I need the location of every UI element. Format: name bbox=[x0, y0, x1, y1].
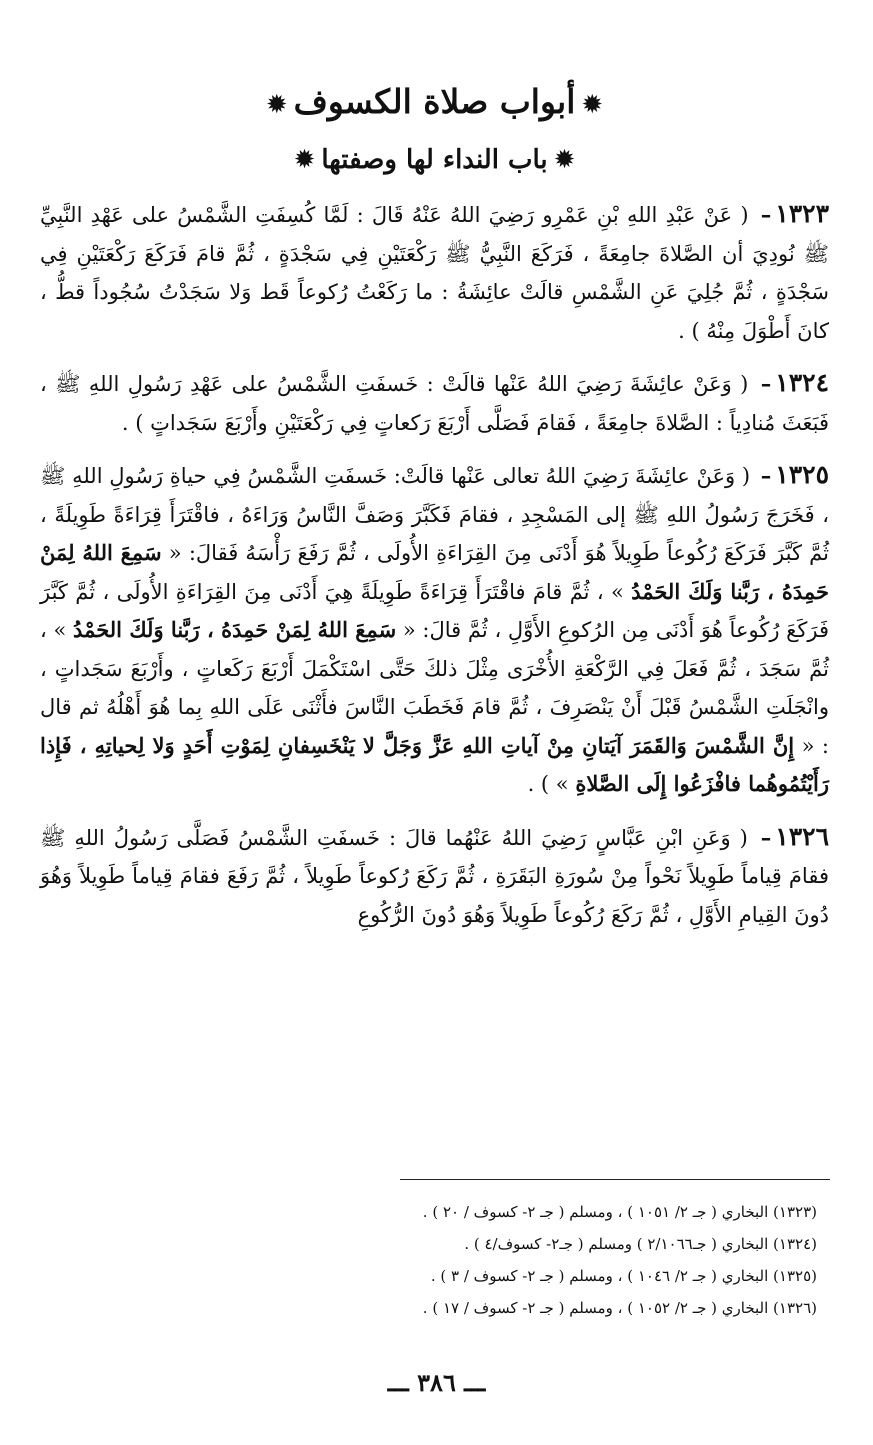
hadith-number: ١٣٢٦ bbox=[775, 821, 829, 851]
hadith-quote-bold: إِنَّ الشَّمْسَ وَالقَمَرَ آيَتانِ مِنْ آياتِ اللهِ عَزَّ وَجَلَّ لا يَنْخَسِفانِ لِمَوْتِ أَحَدٍ وَلا لِحياتِهِ ، فَإِذا رَأَيْتُمُوهُما فافْزَعُوا إِلَى الصَّلاةِ bbox=[40, 732, 829, 796]
hadith-quote-bold: سَمِعَ اللهُ لِمَنْ حَمِدَهُ ، رَبَّنا وَلَكَ الحَمْدُ bbox=[73, 617, 397, 642]
hadith-text: ( وَعَنْ عائِشَةَ رَضِيَ اللهُ عَنْها قالَتْ : خَسفَتِ الشَّمْسُ على عَهْدِ رَسُولِ اللهِ ﷺ ، فَبَعَثَ مُنادِياً : الصَّلاةَ جامِعَةً ، فَقامَ فَصَلَّى أَرْبَعَ رَكعاتٍ فِي رَكْعَتَيْنِ وأَرْبَعَ سَجَداتٍ ) . bbox=[40, 372, 829, 435]
section-title bbox=[40, 139, 829, 181]
hadith-1324 bbox=[40, 364, 829, 442]
hadith-text-part: » ، ثُمَّ قامَ فاقْتَرَأَ قِرَاءَةً طَوِيلَةً هِيَ أَدْنَى مِنَ القِرَاءَةِ الأُولَى ، ثُمَّ كَبَّرَ فَرَكَعَ رُكُوعاً هُوَ أَدْنَى مِن الرُكوعِ الأَوَّلِ ، ثُمَّ قالَ: « bbox=[40, 579, 829, 642]
hadith-text-part: » ) . bbox=[527, 772, 576, 796]
footnote-item: (١٣٢٤) البخاري ( جـ٢/١٠٦٦ ) ومسلم ( جـ٢- كسوف/٤ ) . bbox=[464, 1235, 817, 1253]
hadith-dash: – bbox=[760, 824, 772, 850]
hadith-1323 bbox=[40, 195, 829, 350]
hadith-number: ١٣٢٤ bbox=[775, 368, 829, 397]
hadith-text-part: ( وَعَنْ عائِشَةَ رَضِيَ اللهُ تعالى عَنْها قالَتْ: خَسفَتِ الشَّمْسُ فِي حياةِ رَسُولِ اللهِ ﷺ ، فَخَرَجَ رَسُولُ اللهِ ﷺ إلى المَسْجِدِ ، فقامَ فَكَبَّرَ وَصَفَّ النَّاسُ وَرَاءَهُ ، فاقْتَرَأَ قِرَاءَةً طَوِيلَةً ، ثُمَّ كَبَّرَ فَرَكَعَ رُكُوعاً طَوِيلاً هُوَ أَدْنَى مِنَ القِرَاءَةِ الأُولَى ، ثُمَّ رَفَعَ رَأْسَهُ فَقالَ: « bbox=[40, 464, 829, 565]
footnote-divider bbox=[400, 1179, 830, 1180]
star-ornament-icon: ✹ bbox=[293, 145, 316, 175]
hadith-number: ١٣٢٣ bbox=[775, 199, 829, 228]
hadith-1325 bbox=[40, 456, 829, 804]
hadith-number: ١٣٢٥ bbox=[775, 460, 829, 489]
hadith-dash: – bbox=[760, 463, 772, 488]
section-title-text: باب النداء لها وصفتها bbox=[321, 145, 548, 175]
footnote-item: (١٣٢٦) البخاري ( جـ ٢/ ١٠٥٢ ) ، ومسلم ( جـ ٢- كسوف / ١٧ ) . bbox=[422, 1299, 817, 1317]
footnote-item: (١٣٢٣) البخاري ( جـ ٢/ ١٠٥١ ) ، ومسلم ( جـ ٢- كسوف / ٢٠ ) . bbox=[422, 1203, 817, 1221]
hadith-quote-bold: سَمِعَ اللهُ لِمَنْ حَمِدَهُ ، رَبَّنا وَلَكَ الحَمْدُ bbox=[40, 540, 829, 604]
star-ornament-icon: ✹ bbox=[581, 90, 604, 120]
page-number: ـــ ٣٨٦ ـــ bbox=[387, 1368, 486, 1397]
chapter-title bbox=[40, 78, 829, 129]
footnotes bbox=[217, 1196, 817, 1324]
footnote-item: (١٣٢٥) البخاري ( جـ ٢/ ١٠٤٦ ) ، ومسلم ( جـ ٢- كسوف / ٣ ) . bbox=[430, 1267, 817, 1285]
hadith-text: ( وَعَنِ ابْنِ عَبَّاسٍ رَضِيَ اللهُ عَنْهُما قالَ : خَسفَتِ الشَّمْسُ فَصَلَّى رَسُولُ اللهِ ﷺ فقامَ قِياماً طَوِيلاً نَحْواً مِنْ سُورَةِ البَقَرَةِ ، ثُمَّ رَكَعَ رُكوعاً طَوِيلاً ، ثُمَّ رَفَعَ فقامَ قِياماً طَوِيلاً وَهُوَ دُونَ القِيامِ الأَوَّلِ ، ثُمَّ رَكَعَ رُكُوعاً طَوِيلاً وَهُوَ دُونَ الرُّكُوعِ bbox=[40, 825, 829, 927]
hadith-dash: – bbox=[760, 371, 772, 396]
star-ornament-icon: ✹ bbox=[265, 90, 288, 120]
book-page bbox=[0, 78, 873, 1445]
star-ornament-icon: ✹ bbox=[553, 145, 576, 175]
hadith-text: ( عَنْ عَبْدِ اللهِ بْنِ عَمْرِو رَضِيَ اللهُ عَنْهُ قَالَ : لَمَّا كُسِفَتِ الشَّمْسُ على عَهْدِ النَّبِيِّ ﷺ نُودِيَ أن الصَّلاةَ جامِعَةً ، فَرَكَعَ النَّبِيُّ ﷺ رَكْعَتَيْنِ فِي سَجْدَةٍ ، ثُمَّ قامَ فَرَكَعَ رَكْعَتَيْنِ فِي سَجْدَةٍ ، ثُمَّ جُلِيَ عَنِ الشَّمْسِ قالَتْ عائِشَةُ : ما رَكَعْتُ رُكوعاً قَط وَلا سَجَدْتُ سُجُوداً قطُّ ، كانَ أَطْوَلَ مِنْهُ ) . bbox=[40, 203, 829, 343]
hadith-1326 bbox=[40, 818, 829, 935]
chapter-title-text: أبواب صلاة الكسوف bbox=[293, 82, 576, 121]
hadith-text-part: » ، ثُمَّ سَجَدَ ، ثُمَّ فَعَلَ فِي الرَّكْعَةِ الأُخْرَى مِثْلَ ذلكَ حَتَّى اسْتَكْمَلَ أَرْبَعَ رَكَعاتٍ ، وأَرْبَعَ سَجَداتٍ ، وانْجَلَتِ الشَّمْسُ قَبْلَ أَنْ يَنْصَرِفَ ، ثُمَّ قامَ فَخَطَبَ النَّاسَ فأَثْنَى عَلَى اللهِ بِما هُوَ أَهْلُهُ ثم قال : « bbox=[40, 618, 829, 758]
hadith-dash: – bbox=[760, 202, 772, 227]
